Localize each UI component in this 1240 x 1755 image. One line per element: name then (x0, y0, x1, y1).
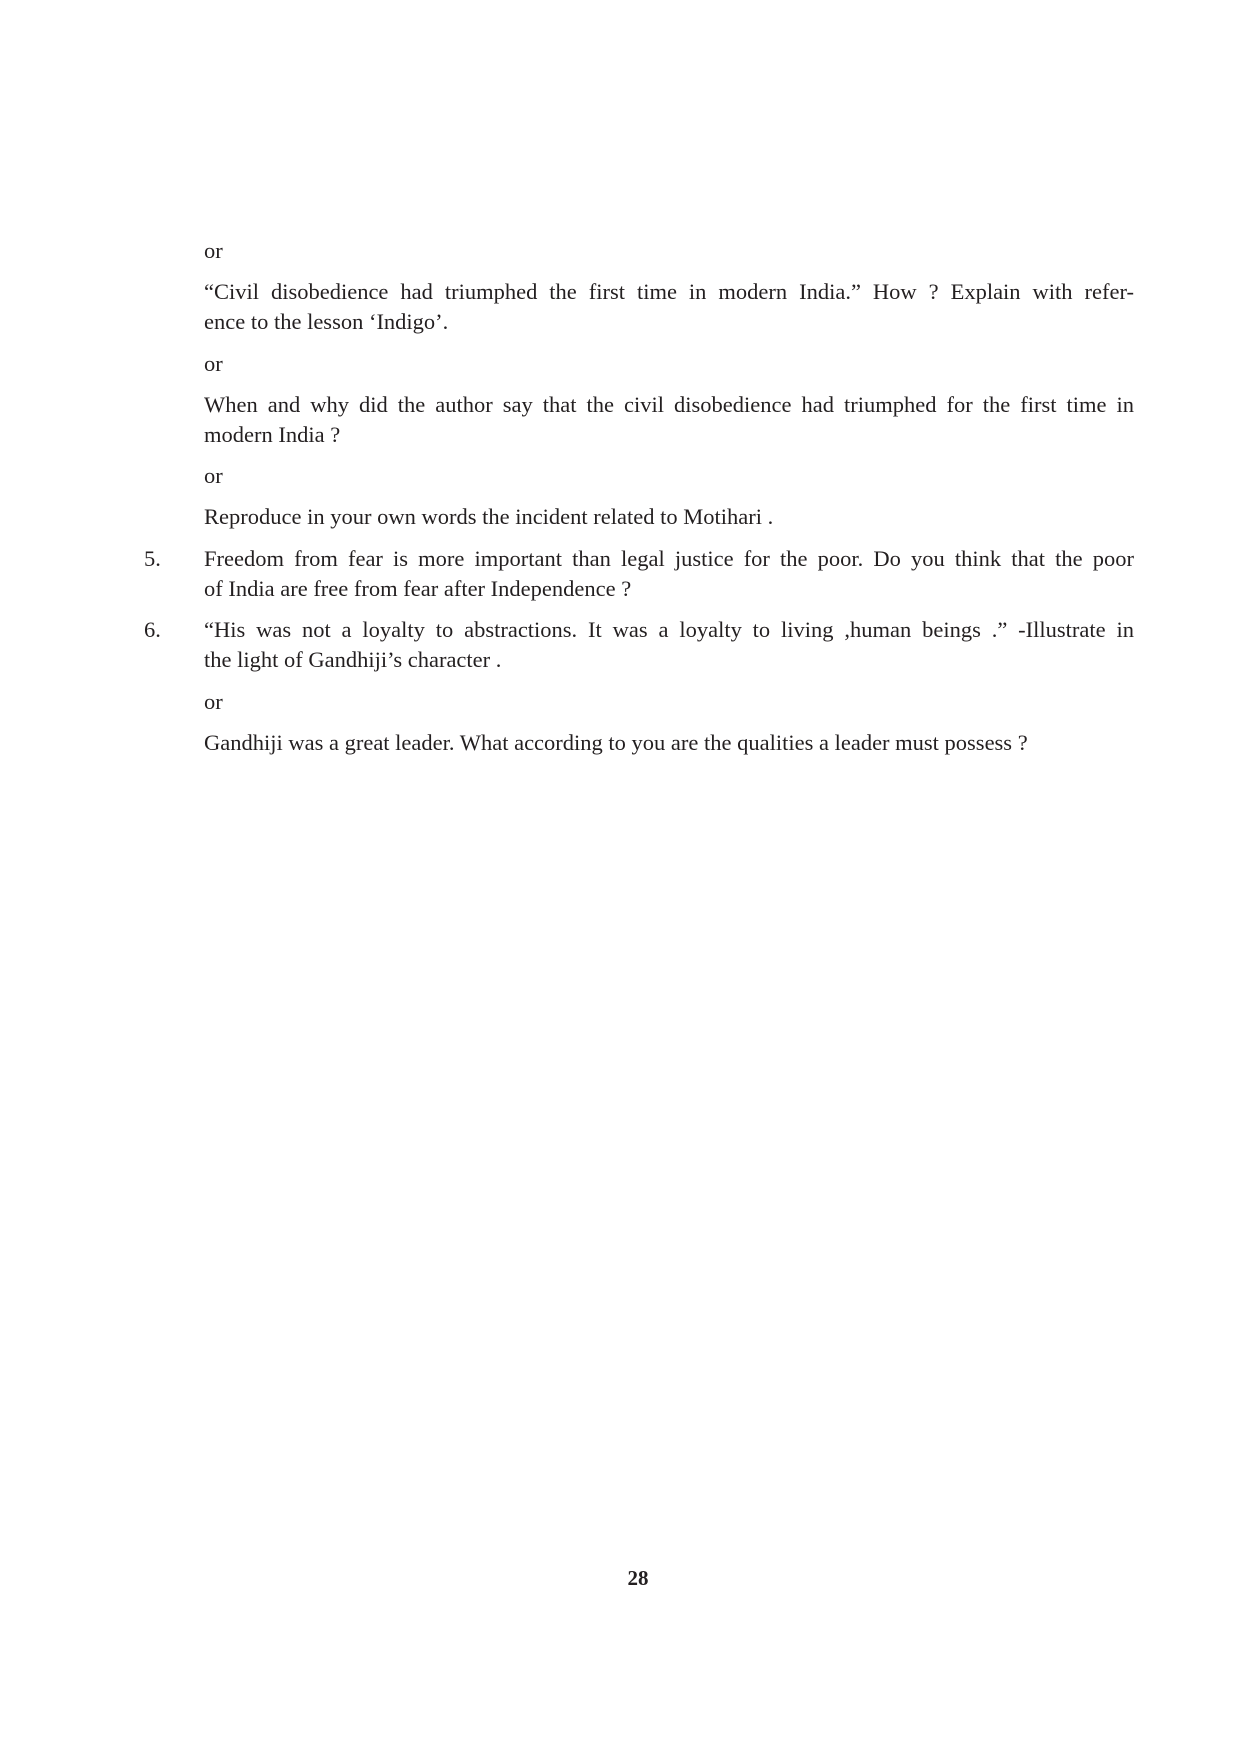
question-text-line: Gandhiji was a great leader. What according to you are the qualities a leader must possess ? (204, 730, 1028, 755)
or-separator: or (204, 238, 223, 263)
question-text-line: Freedom from fear is more important than legal justice for the poor. Do you think that the poor (204, 546, 1134, 571)
question-text-line: When and why did the author say that the civil disobedience had triumphed for the first time in (204, 392, 1134, 417)
or-separator: or (204, 689, 223, 714)
or-separator: or (204, 351, 223, 376)
question-text-line: of India are free from fear after Independence ? (204, 576, 632, 601)
question-text-line: “His was not a loyalty to abstractions. It was a loyalty to living ,human beings .” -Illustrate in (204, 617, 1134, 642)
question-text-line: modern India ? (204, 422, 341, 447)
question-number-6: 6. (144, 617, 161, 642)
question-number-5: 5. (144, 546, 161, 571)
question-text-line: ence to the lesson ‘Indigo’. (204, 309, 449, 334)
page-number: 28 (627, 1566, 649, 1590)
question-text-line: “Civil disobedience had triumphed the first time in modern India.” How ? Explain with refer- (204, 279, 1134, 304)
question-text-line: Reproduce in your own words the incident related to Motihari . (204, 504, 774, 529)
or-separator: or (204, 463, 223, 488)
question-text-line: the light of Gandhiji’s character . (204, 647, 502, 672)
